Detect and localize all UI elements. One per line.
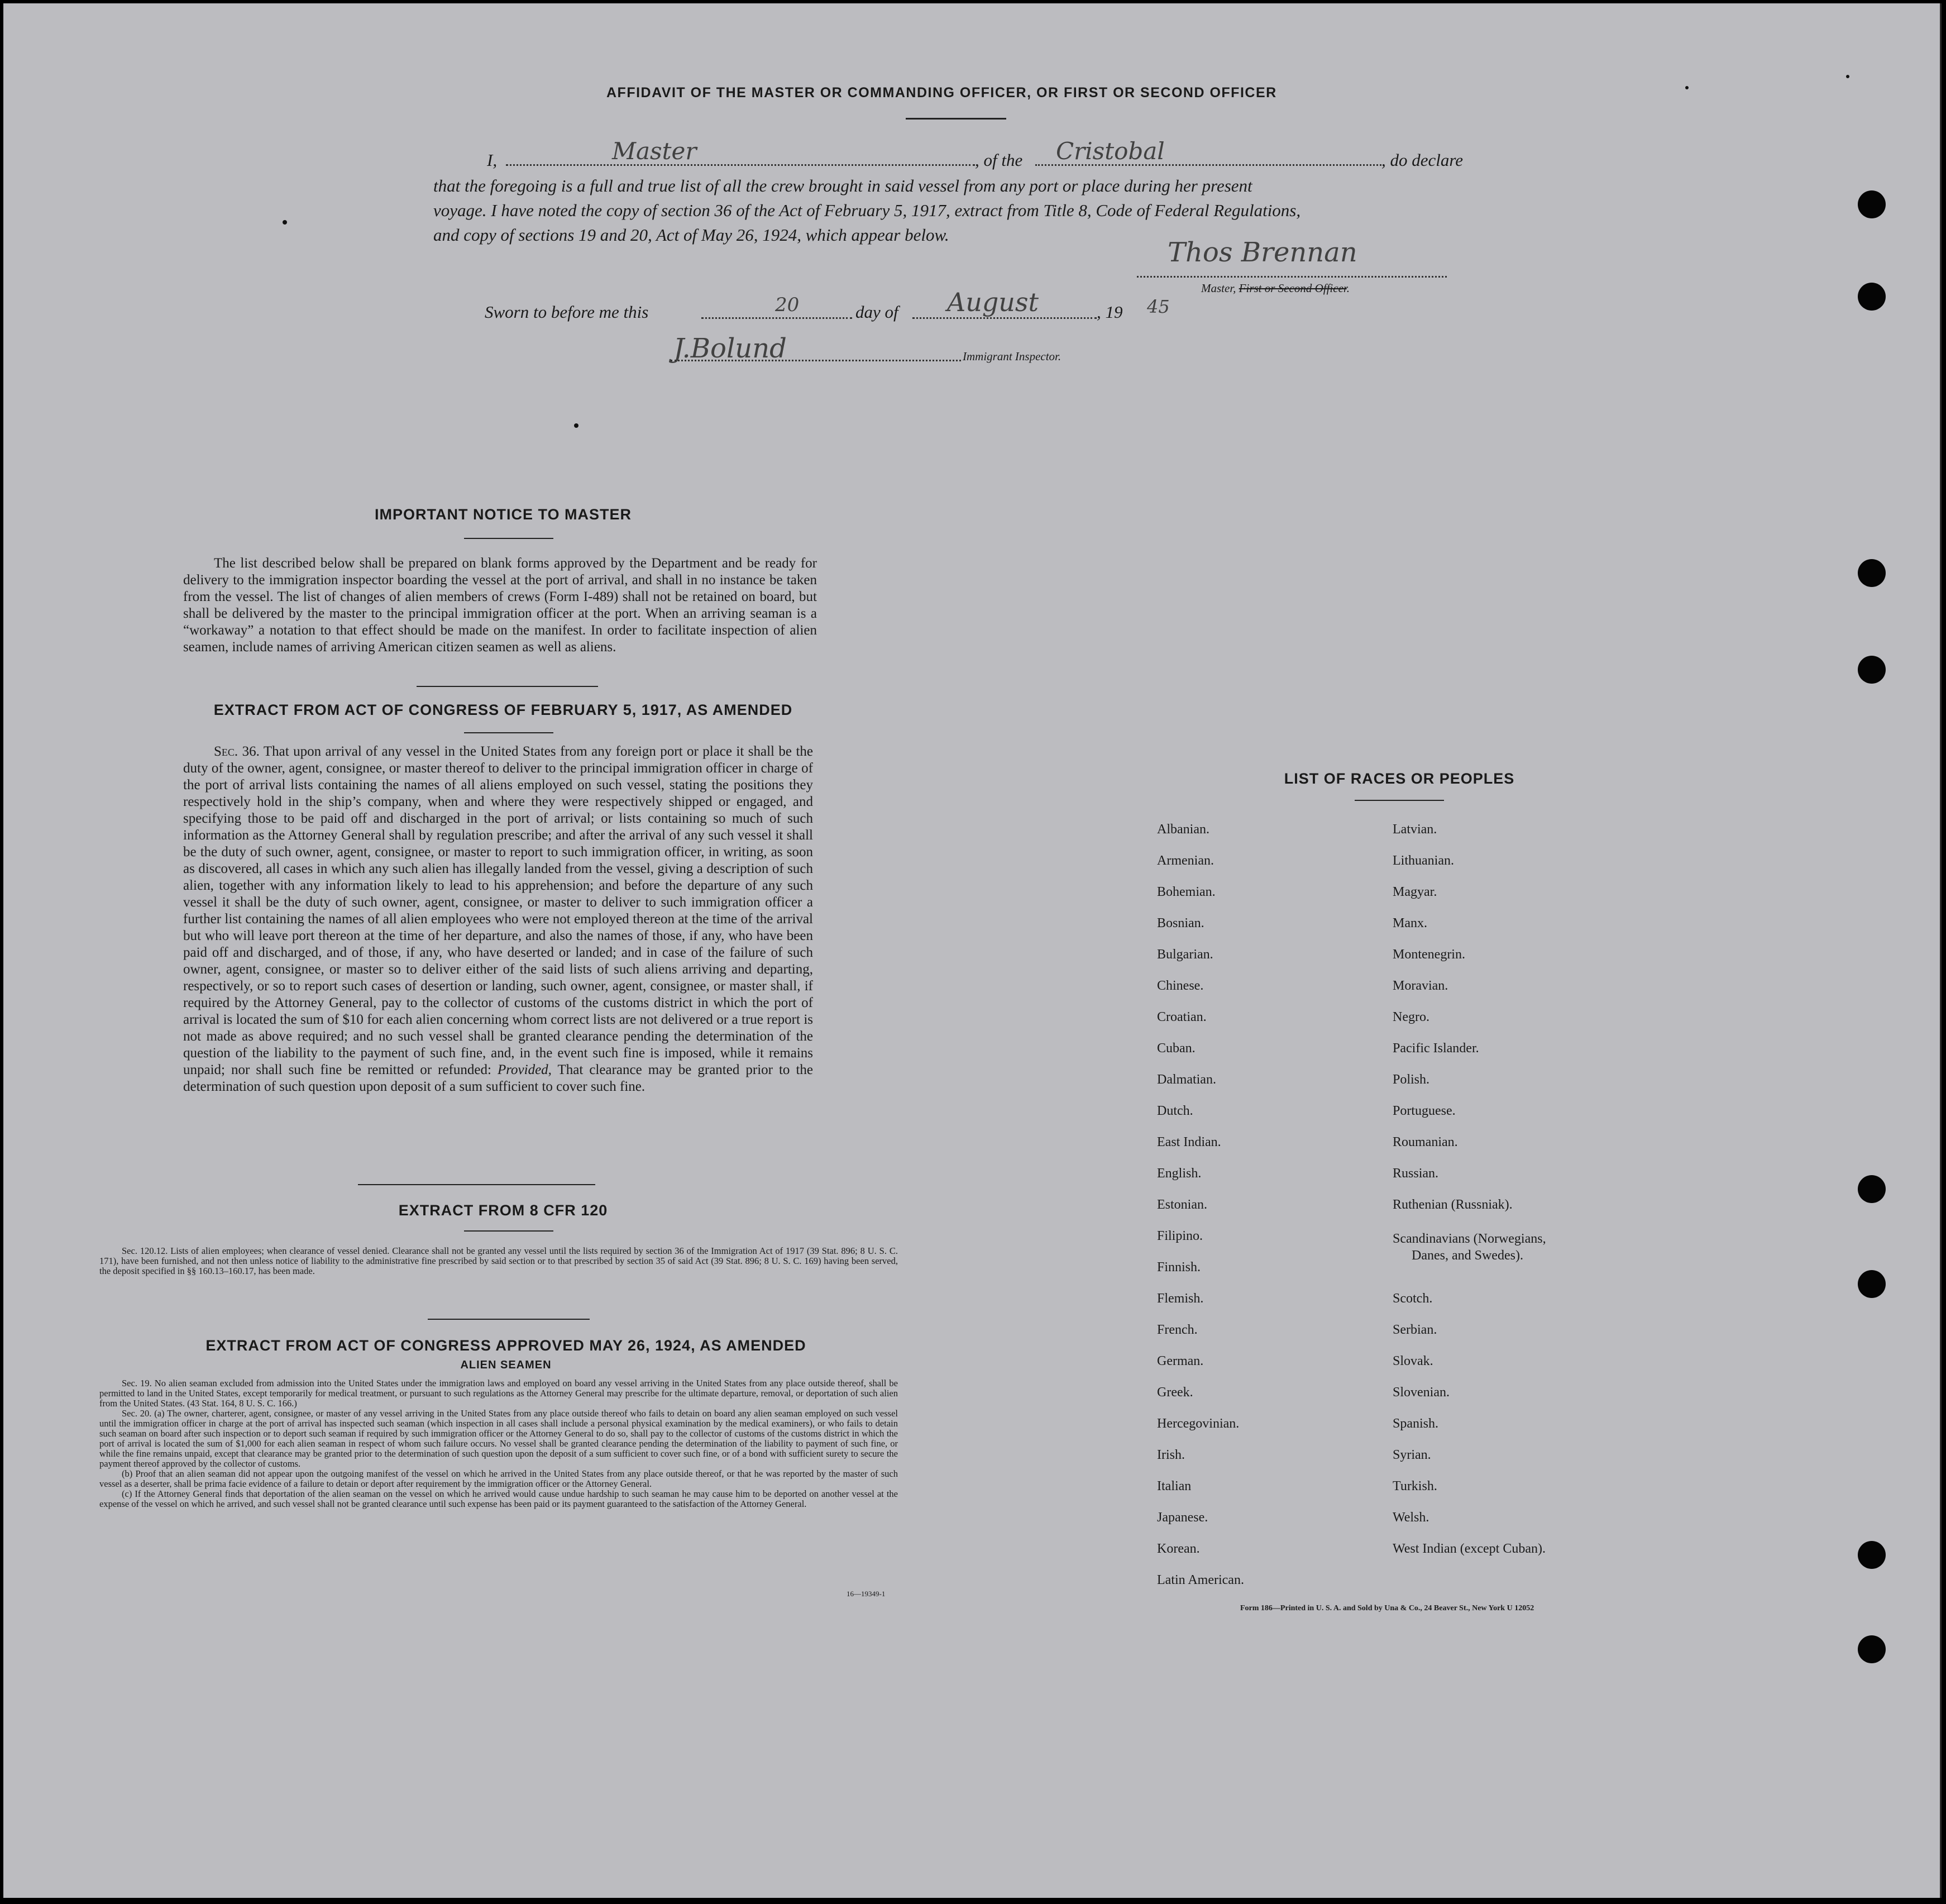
race-left-9: Dutch.: [1157, 1104, 1193, 1118]
sworn-day-of: day of: [855, 302, 898, 322]
binder-hole: [1858, 190, 1886, 218]
section-36-body-a: That upon arrival of any vessel in the United States from any foreign port or place it shall be the duty of the owner, agent, consignee, or master thereof to deliver to the principal immigration officer in charge of the port of arrival lists containing the names of all aliens employed on such vessel, stating the positions they respectively hold in the ship’s company, when and where they were respectively shipped or engaged, and specifying those to be paid off and discharged in the port of arrival; or lists containing so much of such information as the Attorney General shall by regulation prescribe; and after the arrival of any such vessel it shall be the duty of such owner, agent, consignee, or master to report to such immigration officer, in writing, as soon as discovered, all cases in which any such alien has illegally landed from the vessel, giving a description of such alien, together with any information likely to lead to his apprehension; and before the departure of any such vessel it shall be the duty of such owner, agent, consignee, or master to deliver to such immigration officer a further list containing the names of all alien employees who were not employed thereon at the time of the arrival but who will leave port thereon at the time of her departure, and also the names of those, if any, who have been paid off and discharged, and of those, if any, who have deserted or landed; and in case of the failure of such owner, agent, consignee, or master so to deliver either of the said lists of such aliens arriving and departing, respectively, or so to report such cases of desertion or landing, such owner, agent, consignee, or master shall, if required by the Attorney General, pay to the collector of customs of the customs district in which the port of arrival is located the sum of $10 for each alien concerning whom correct lists are not delivered or a true report is not made as above required; and no such vessel shall be granted clearance pending the determination of the question of the liability to the payment of such fine, and, in the event such fine is imposed, while it remains unpaid; nor shall such fine be remitted or refunded:: [183, 744, 814, 1077]
race-right-12: Ruthenian (Russniak).: [1393, 1197, 1513, 1212]
inspector-signature-line: [671, 360, 961, 361]
alien-seamen-sections: [99, 1378, 898, 1509]
race-right-18: Slovenian.: [1393, 1385, 1450, 1400]
alien-seamen-subtitle: ALIEN SEAMEN: [460, 1359, 552, 1371]
race-left-11: English.: [1157, 1166, 1202, 1181]
printer-note: Form 186—Printed in U. S. A. and Sold by Una & Co., 24 Beaver St., New York U 12052: [1240, 1604, 1534, 1612]
race-left-5: Chinese.: [1157, 979, 1204, 993]
race-left-21: Italian: [1157, 1479, 1192, 1493]
race-left-23: Korean.: [1157, 1542, 1200, 1556]
binder-hole: [1858, 1175, 1886, 1203]
race-left-12: Estonian.: [1157, 1197, 1207, 1212]
extract-1917-rule: [464, 732, 553, 733]
binder-hole: [1858, 1270, 1886, 1298]
master-signature: Thos Brennan: [1168, 237, 1357, 268]
races-title-rule: [1355, 800, 1444, 801]
sworn-month-line: [912, 317, 1097, 319]
section-36-body-b: That clearance may be granted prior to the determination of such question upon deposit of a sum sufficient to cover such fine.: [183, 1062, 814, 1094]
race-left-8: Dalmatian.: [1157, 1072, 1216, 1087]
section-20a-text: Sec. 20. (a) The owner, charterer, agent, consignee, or master of any vessel arriving in the United States from any place outside thereof who fails to detain on board any alien seaman employed on such vessel until the immigration officer in charge at the port of arrival has inspected such seaman (which inspection in all cases shall include a personal physical examination by the medical examiners), or who fails to detain such seaman on board after such inspection or to deport such seaman if required by such immigration officer or the Attorney General to do so, shall pay to the collector of customs of the customs district in which the port of arrival is located the sum of $1,000 for each alien seaman in respect of whom such failure occurs. No vessel shall be granted clearance pending the determination of the liability to payment of such fine, or while the fine remains unpaid, except that clearance may be granted prior to the determination of such question upon the deposit of a sum sufficient to cover such fine, or of a bond with sufficient surety to secure the payment thereof approved by the collector of customs.: [99, 1408, 898, 1469]
race-left-0: Albanian.: [1157, 822, 1209, 837]
section-36-text: [183, 743, 813, 1095]
race-right-9: Portuguese.: [1393, 1104, 1456, 1118]
race-right-19: Spanish.: [1393, 1416, 1439, 1431]
race-right-7: Pacific Islander.: [1393, 1041, 1479, 1056]
race-left-22: Japanese.: [1157, 1510, 1208, 1525]
binder-hole: [1858, 283, 1886, 311]
vessel-name-handwritten: Cristobal: [1056, 137, 1165, 165]
races-title: LIST OF RACES OR PEOPLES: [1284, 770, 1515, 787]
race-right-22: Welsh.: [1393, 1510, 1429, 1525]
affidavit-line-2: that the foregoing is a full and true list of all the crew brought in said vessel from any port or place during her present: [433, 176, 1252, 195]
affidavit-line-4: and copy of sections 19 and 20, Act of May 26, 1924, which appear below.: [433, 225, 949, 245]
inspector-caption: Immigrant Inspector.: [963, 350, 1062, 363]
race-left-18: Greek.: [1157, 1385, 1193, 1400]
sworn-day-handwritten: 20: [775, 294, 800, 316]
master-caption-end: .: [1346, 281, 1350, 295]
sworn-month-handwritten: August: [947, 287, 1039, 317]
extract-cfr-title: EXTRACT FROM 8 CFR 120: [398, 1202, 608, 1219]
race-left-7: Cuban.: [1157, 1041, 1196, 1056]
race-left-1: Armenian.: [1157, 853, 1214, 868]
race-right-20: Syrian.: [1393, 1448, 1431, 1462]
notice-divider: [417, 686, 598, 687]
binder-hole: [1858, 1635, 1886, 1663]
extract-1924-title: EXTRACT FROM ACT OF CONGRESS APPROVED MAY 26, 1924, AS AMENDED: [205, 1337, 806, 1354]
race-left-2: Bohemian.: [1157, 885, 1216, 899]
race-right-21: Turkish.: [1393, 1479, 1437, 1493]
extract-1917-divider: [358, 1184, 595, 1185]
master-caption-text: Master,: [1201, 281, 1236, 295]
race-left-10: East Indian.: [1157, 1135, 1221, 1149]
race-right-13: Scandinavians (Norwegians,: [1393, 1232, 1546, 1246]
race-right-6: Negro.: [1393, 1010, 1429, 1024]
speck: [574, 423, 578, 428]
race-left-20: Irish.: [1157, 1448, 1185, 1462]
extract-cfr-divider: [428, 1319, 590, 1320]
master-signature-line: [1137, 276, 1447, 278]
affidavit-title: AFFIDAVIT OF THE MASTER OR COMMANDING OFFICER, OR FIRST OR SECOND OFFICER: [606, 85, 1277, 101]
race-left-3: Bosnian.: [1157, 916, 1204, 930]
race-left-24: Latin American.: [1157, 1573, 1244, 1587]
race-left-16: French.: [1157, 1323, 1198, 1337]
affidavit-do-declare: , do declare: [1381, 150, 1464, 170]
section-20b-text: (b) Proof that an alien seaman did not appear upon the outgoing manifest of the vessel on which he arrived in the United States from any place outside thereof, or that he was reported by the master of such vessel as a deserter, shall be prima facie evidence of a failure to detain or deport after requirement by the immigration officer or the Attorney General.: [99, 1468, 898, 1489]
binder-hole: [1858, 559, 1886, 587]
binder-hole: [1858, 1541, 1886, 1569]
race-right-15: Scotch.: [1393, 1291, 1433, 1306]
race-right-1: Lithuanian.: [1393, 853, 1454, 868]
notice-body: The list described below shall be prepared on blank forms approved by the Department and be ready for delivery to the immigration inspector boarding the vessel at the port of arrival, and shall in no instance be taken from the vessel. The list of changes of alien members of crews (Form I-489) shall not be retained on board, but shall be delivered by the master to the principal immigration officer at the port. When an arriving seaman is a “workaway” a notation to that effect should be made on the manifest. In order to facilitate inspection of alien seamen, include names of arriving American citizen seamen as well as aliens.: [183, 556, 817, 655]
sworn-day-line: [701, 317, 852, 319]
race-right-11: Russian.: [1393, 1166, 1439, 1181]
affidavit-of-the: , of the: [975, 150, 1023, 170]
section-19-text: Sec. 19. No alien seaman excluded from admission into the United States under the immigration laws and employed on board any vessel arriving in the United States from any place outside thereof, shall be permitted to land in the United States, except temporarily for medical treatment, or pursuant to such regulations as the Attorney General may prescribe for the ultimate departure, removal, or deportation of such alien from the United States. (43 Stat. 164, 8 U. S. C. 166.): [99, 1378, 898, 1409]
master-name-line: [506, 164, 975, 166]
section-120-12-text: Sec. 120.12. Lists of alien employees; when clearance of vessel denied. Clearance shall not be granted any vessel until the lists required by section 36 of the Immigration Act of 1917 (39 Stat. 896; 8 U. S. C. 171), have been furnished, and not then unless notice of liability to the administrative fine prescribed by said section or to that prescribed by section 35 of said Act (39 Stat. 896; 8 U. S. C. 169) having been served, the deposit specified in §§ 160.13–160.17, has been made.: [99, 1246, 898, 1276]
inspector-signature: J.Bolund: [673, 333, 787, 364]
race-left-14: Finnish.: [1157, 1260, 1201, 1275]
race-right-16: Serbian.: [1393, 1323, 1437, 1337]
master-name-handwritten: Master: [612, 137, 697, 165]
affidavit-i-label: I,: [487, 150, 498, 170]
extract-1917-title: EXTRACT FROM ACT OF CONGRESS OF FEBRUARY 5, 1917, AS AMENDED: [213, 702, 793, 718]
sworn-year-prefix: , 19: [1097, 302, 1123, 322]
notice-title: IMPORTANT NOTICE TO MASTER: [375, 506, 632, 523]
race-right-8: Polish.: [1393, 1072, 1430, 1087]
race-right-3: Manx.: [1393, 916, 1427, 930]
form-page: [3, 3, 1942, 1898]
race-right-17: Slovak.: [1393, 1354, 1433, 1368]
affidavit-line-3: voyage. I have noted the copy of section 36 of the Act of February 5, 1917, extract from Title 8, Code of Federal Regulations,: [433, 201, 1301, 220]
extract-cfr-rule: [464, 1230, 553, 1232]
race-right-23: West Indian (except Cuban).: [1393, 1542, 1546, 1556]
sworn-year-handwritten: 45: [1147, 296, 1170, 317]
master-caption: [1201, 281, 1350, 295]
race-left-17: German.: [1157, 1354, 1204, 1368]
race-right-0: Latvian.: [1393, 822, 1437, 837]
race-right-2: Magyar.: [1393, 885, 1437, 899]
speck: [1846, 75, 1849, 78]
speck: [283, 220, 287, 225]
affidavit-title-rule: [906, 118, 1006, 120]
section-36-provided: Provided,: [497, 1062, 552, 1077]
race-left-19: Hercegovinian.: [1157, 1416, 1240, 1431]
race-left-15: Flemish.: [1157, 1291, 1204, 1306]
form-number: 16—19349-1: [847, 1590, 886, 1598]
race-left-6: Croatian.: [1157, 1010, 1207, 1024]
race-right-5: Moravian.: [1393, 979, 1448, 993]
sworn-label: Sworn to before me this: [485, 302, 649, 322]
section-20c-text: (c) If the Attorney General finds that deportation of the alien seaman on the vessel on which he arrived would cause undue hardship to such seaman he may cause him to be deported on another vessel at the expense of the vessel on which he arrived, and such vessel shall not be granted clearance until such expense has been paid or its payment guaranteed to the satisfaction of the Attorney General.: [99, 1488, 898, 1509]
master-caption-struck: First or Second Officer: [1239, 281, 1347, 295]
section-36-label: Sec. 36.: [214, 744, 260, 759]
race-left-4: Bulgarian.: [1157, 947, 1213, 962]
speck: [1685, 86, 1689, 89]
race-right-4: Montenegrin.: [1393, 947, 1465, 962]
race-right-10: Roumanian.: [1393, 1135, 1458, 1149]
race-left-13: Filipino.: [1157, 1229, 1203, 1243]
race-right-14: Danes, and Swedes).: [1412, 1248, 1523, 1263]
binder-hole: [1858, 656, 1886, 684]
notice-title-rule: [464, 538, 553, 539]
